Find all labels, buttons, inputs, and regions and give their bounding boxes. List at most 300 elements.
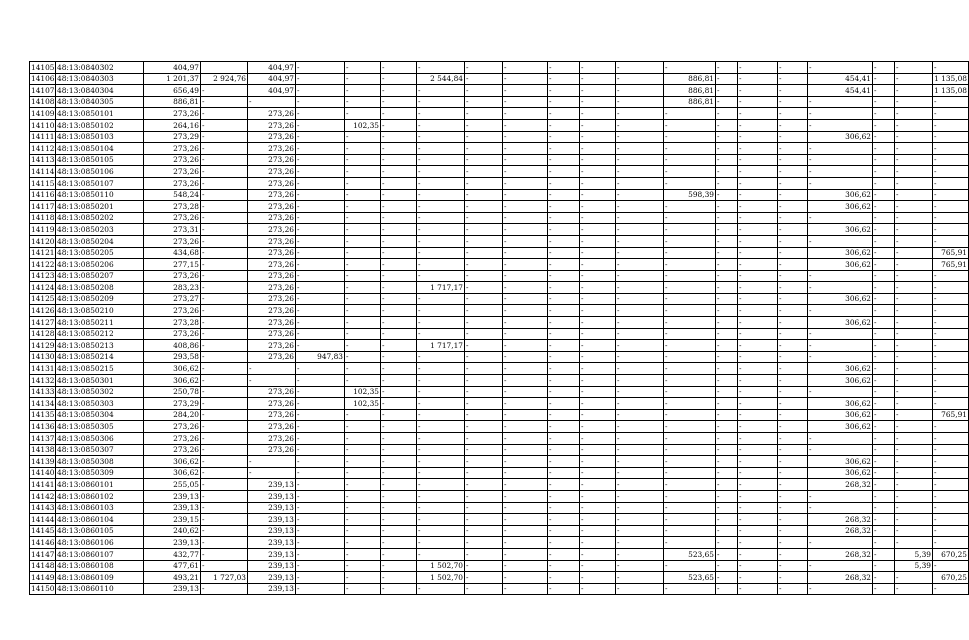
- value-cell: -: [503, 525, 548, 537]
- value-cell: -: [381, 293, 417, 305]
- cadastral-number-cell: 48:13:0850207: [56, 270, 144, 282]
- value-cell: -: [716, 560, 738, 572]
- value-cell: -: [873, 572, 895, 584]
- value-cell: -: [580, 456, 616, 468]
- value-cell: -: [548, 409, 580, 421]
- value-cell: -: [664, 293, 716, 305]
- value-cell: -: [580, 108, 616, 120]
- value-cell: -: [548, 467, 580, 479]
- value-cell: -: [895, 293, 933, 305]
- value-cell: -: [933, 340, 969, 352]
- data-table-container: [29, 61, 967, 595]
- value-cell: -: [778, 177, 808, 189]
- value-cell: -: [296, 212, 345, 224]
- value-cell: -: [738, 247, 778, 259]
- value-cell: 273,26: [248, 444, 296, 456]
- value-cell: -: [381, 85, 417, 97]
- value-cell: -: [616, 224, 664, 236]
- value-cell: -: [465, 270, 503, 282]
- value-cell: -: [933, 386, 969, 398]
- value-cell: -: [381, 62, 417, 74]
- table-row: [30, 502, 969, 514]
- value-cell: -: [808, 96, 873, 108]
- value-cell: 273,26: [248, 398, 296, 410]
- cadastral-number-cell: 48:13:0850303: [56, 398, 144, 410]
- value-cell: 273,26: [248, 235, 296, 247]
- value-cell: -: [296, 456, 345, 468]
- value-cell: -: [201, 282, 248, 294]
- row-number-cell: 14139: [31, 456, 55, 466]
- row-number-cell: 14146: [31, 537, 55, 547]
- value-cell: 268,32: [808, 548, 873, 560]
- value-cell: 1 502,70: [417, 560, 465, 572]
- value-cell: -: [778, 282, 808, 294]
- value-cell: -: [738, 108, 778, 120]
- value-cell: -: [503, 212, 548, 224]
- value-cell: -: [417, 421, 465, 433]
- value-cell: 255,05: [144, 479, 201, 491]
- value-cell: -: [465, 490, 503, 502]
- value-cell: -: [417, 444, 465, 456]
- value-cell: 404,97: [248, 73, 296, 85]
- value-cell: -: [580, 351, 616, 363]
- value-cell: -: [895, 351, 933, 363]
- value-cell: -: [616, 514, 664, 526]
- value-cell: -: [296, 85, 345, 97]
- value-cell: -: [345, 409, 381, 421]
- value-cell: 598,39: [664, 189, 716, 201]
- value-cell: -: [716, 572, 738, 584]
- value-cell: -: [548, 154, 580, 166]
- value-cell: -: [548, 305, 580, 317]
- value-cell: -: [503, 572, 548, 584]
- value-cell: -: [664, 177, 716, 189]
- value-cell: -: [895, 131, 933, 143]
- value-cell: 273,26: [248, 212, 296, 224]
- value-cell: -: [465, 340, 503, 352]
- value-cell: -: [548, 548, 580, 560]
- value-cell: 273,28: [144, 201, 201, 213]
- value-cell: -: [778, 398, 808, 410]
- cadastral-number-cell: 48:13:0860104: [56, 514, 144, 526]
- value-cell: -: [548, 166, 580, 178]
- value-cell: -: [616, 328, 664, 340]
- value-cell: 239,13: [248, 572, 296, 584]
- value-cell: -: [296, 421, 345, 433]
- value-cell: -: [417, 583, 465, 595]
- value-cell: -: [808, 212, 873, 224]
- value-cell: -: [580, 375, 616, 387]
- value-cell: -: [296, 444, 345, 456]
- value-cell: -: [548, 96, 580, 108]
- value-cell: -: [895, 247, 933, 259]
- value-cell: 670,25: [933, 548, 969, 560]
- value-cell: 273,26: [248, 293, 296, 305]
- value-cell: -: [345, 177, 381, 189]
- value-cell: -: [873, 525, 895, 537]
- cadastral-number-cell: 48:13:0840302: [56, 62, 144, 74]
- value-cell: 273,26: [248, 351, 296, 363]
- value-cell: -: [201, 375, 248, 387]
- cadastral-number-cell: 48:13:0850307: [56, 444, 144, 456]
- value-cell: -: [381, 259, 417, 271]
- value-cell: -: [873, 270, 895, 282]
- value-cell: -: [778, 189, 808, 201]
- value-cell: 239,13: [248, 502, 296, 514]
- value-cell: -: [381, 583, 417, 595]
- value-cell: -: [580, 409, 616, 421]
- value-cell: -: [716, 62, 738, 74]
- value-cell: -: [738, 201, 778, 213]
- value-cell: -: [933, 444, 969, 456]
- value-cell: -: [345, 433, 381, 445]
- table-row: [30, 224, 969, 236]
- value-cell: -: [465, 131, 503, 143]
- value-cell: -: [895, 85, 933, 97]
- value-cell: -: [808, 305, 873, 317]
- value-cell: -: [381, 456, 417, 468]
- value-cell: -: [616, 467, 664, 479]
- value-cell: -: [417, 131, 465, 143]
- value-cell: -: [503, 340, 548, 352]
- value-cell: -: [873, 235, 895, 247]
- value-cell: -: [465, 467, 503, 479]
- table-row: [30, 421, 969, 433]
- value-cell: -: [548, 293, 580, 305]
- value-cell: -: [738, 282, 778, 294]
- value-cell: -: [808, 490, 873, 502]
- value-cell: -: [808, 143, 873, 155]
- cadastral-number-cell: 48:13:0850206: [56, 259, 144, 271]
- value-cell: 306,62: [808, 201, 873, 213]
- value-cell: -: [548, 398, 580, 410]
- value-cell: -: [933, 514, 969, 526]
- row-number-cell: 14129: [31, 340, 55, 350]
- value-cell: 886,81: [664, 96, 716, 108]
- value-cell: 273,26: [248, 189, 296, 201]
- value-cell: -: [548, 583, 580, 595]
- row-number-cell: 14118: [31, 213, 55, 223]
- value-cell: -: [738, 166, 778, 178]
- value-cell: 239,13: [248, 479, 296, 491]
- value-cell: 273,26: [248, 131, 296, 143]
- value-cell: -: [778, 490, 808, 502]
- value-cell: -: [738, 317, 778, 329]
- cadastral-number-cell: 48:13:0850102: [56, 119, 144, 131]
- cadastral-number-cell: 48:13:0850304: [56, 409, 144, 421]
- value-cell: -: [873, 62, 895, 74]
- cadastral-number-cell: 48:13:0850309: [56, 467, 144, 479]
- value-cell: -: [465, 224, 503, 236]
- value-cell: 306,62: [808, 247, 873, 259]
- value-cell: -: [201, 548, 248, 560]
- value-cell: -: [895, 479, 933, 491]
- value-cell: -: [296, 119, 345, 131]
- value-cell: -: [778, 525, 808, 537]
- value-cell: 1 727,03: [201, 572, 248, 584]
- value-cell: -: [296, 73, 345, 85]
- value-cell: -: [933, 108, 969, 120]
- value-cell: 102,35: [345, 119, 381, 131]
- value-cell: -: [664, 583, 716, 595]
- value-cell: -: [345, 444, 381, 456]
- value-cell: -: [548, 444, 580, 456]
- value-cell: 250,78: [144, 386, 201, 398]
- value-cell: -: [664, 421, 716, 433]
- table-row: [30, 96, 969, 108]
- value-cell: -: [503, 363, 548, 375]
- value-cell: -: [201, 131, 248, 143]
- value-cell: -: [778, 270, 808, 282]
- value-cell: -: [465, 433, 503, 445]
- value-cell: -: [548, 224, 580, 236]
- value-cell: -: [616, 259, 664, 271]
- cadastral-number-cell: 48:13:0850214: [56, 351, 144, 363]
- value-cell: -: [381, 247, 417, 259]
- value-cell: 268,32: [808, 514, 873, 526]
- table-row: [30, 375, 969, 387]
- value-cell: -: [738, 537, 778, 549]
- value-cell: -: [808, 502, 873, 514]
- value-cell: -: [895, 62, 933, 74]
- value-cell: -: [548, 572, 580, 584]
- value-cell: -: [716, 235, 738, 247]
- row-number-cell: 14137: [31, 433, 55, 443]
- value-cell: -: [716, 189, 738, 201]
- value-cell: -: [201, 537, 248, 549]
- value-cell: -: [580, 514, 616, 526]
- value-cell: -: [616, 317, 664, 329]
- value-cell: -: [616, 73, 664, 85]
- value-cell: 273,26: [248, 270, 296, 282]
- cadastral-number-cell: 48:13:0850101: [56, 108, 144, 120]
- value-cell: -: [716, 351, 738, 363]
- value-cell: -: [296, 108, 345, 120]
- value-cell: -: [580, 201, 616, 213]
- value-cell: -: [345, 293, 381, 305]
- value-cell: -: [873, 375, 895, 387]
- value-cell: -: [738, 270, 778, 282]
- row-number-cell: 14132: [31, 375, 55, 385]
- value-cell: -: [503, 409, 548, 421]
- value-cell: -: [895, 224, 933, 236]
- value-cell: -: [873, 305, 895, 317]
- value-cell: -: [503, 583, 548, 595]
- value-cell: -: [873, 189, 895, 201]
- value-cell: 268,32: [808, 479, 873, 491]
- value-cell: -: [933, 224, 969, 236]
- value-cell: -: [664, 247, 716, 259]
- value-cell: -: [417, 224, 465, 236]
- value-cell: -: [503, 398, 548, 410]
- value-cell: -: [738, 479, 778, 491]
- value-cell: -: [664, 398, 716, 410]
- value-cell: -: [778, 375, 808, 387]
- table-row: [30, 293, 969, 305]
- value-cell: -: [503, 96, 548, 108]
- value-cell: -: [716, 583, 738, 595]
- value-cell: -: [465, 247, 503, 259]
- value-cell: -: [548, 502, 580, 514]
- value-cell: -: [345, 247, 381, 259]
- table-row: [30, 467, 969, 479]
- value-cell: 273,31: [144, 224, 201, 236]
- value-cell: -: [716, 363, 738, 375]
- cadastral-number-cell: 48:13:0850209: [56, 293, 144, 305]
- table-row: [30, 386, 969, 398]
- value-cell: -: [873, 386, 895, 398]
- value-cell: -: [580, 386, 616, 398]
- value-cell: -: [381, 525, 417, 537]
- value-cell: -: [808, 270, 873, 282]
- table-row: [30, 282, 969, 294]
- value-cell: -: [465, 166, 503, 178]
- value-cell: -: [201, 409, 248, 421]
- value-cell: -: [808, 119, 873, 131]
- value-cell: -: [345, 282, 381, 294]
- value-cell: -: [201, 456, 248, 468]
- value-cell: -: [616, 351, 664, 363]
- value-cell: -: [345, 351, 381, 363]
- value-cell: -: [808, 328, 873, 340]
- value-cell: -: [873, 514, 895, 526]
- value-cell: -: [248, 363, 296, 375]
- value-cell: -: [616, 502, 664, 514]
- value-cell: -: [664, 108, 716, 120]
- value-cell: -: [345, 108, 381, 120]
- value-cell: -: [616, 282, 664, 294]
- value-cell: -: [503, 467, 548, 479]
- value-cell: -: [201, 583, 248, 595]
- value-cell: -: [417, 317, 465, 329]
- value-cell: -: [616, 108, 664, 120]
- value-cell: -: [503, 235, 548, 247]
- value-cell: -: [738, 154, 778, 166]
- value-cell: -: [465, 96, 503, 108]
- value-cell: -: [664, 340, 716, 352]
- value-cell: -: [895, 433, 933, 445]
- value-cell: -: [248, 375, 296, 387]
- value-cell: -: [616, 409, 664, 421]
- value-cell: -: [895, 467, 933, 479]
- value-cell: -: [716, 317, 738, 329]
- value-cell: -: [778, 224, 808, 236]
- value-cell: -: [933, 560, 969, 572]
- value-cell: -: [778, 421, 808, 433]
- value-cell: -: [873, 363, 895, 375]
- value-cell: -: [738, 467, 778, 479]
- value-cell: -: [548, 259, 580, 271]
- value-cell: -: [664, 490, 716, 502]
- value-cell: -: [716, 119, 738, 131]
- value-cell: -: [873, 143, 895, 155]
- cadastral-number-cell: 48:13:0850301: [56, 375, 144, 387]
- value-cell: -: [616, 212, 664, 224]
- row-number-cell: 14119: [31, 224, 55, 234]
- value-cell: 102,35: [345, 386, 381, 398]
- value-cell: 273,26: [248, 247, 296, 259]
- value-cell: -: [873, 259, 895, 271]
- value-cell: -: [895, 212, 933, 224]
- value-cell: 284,20: [144, 409, 201, 421]
- value-cell: -: [465, 235, 503, 247]
- value-cell: -: [933, 328, 969, 340]
- row-number-cell: 14124: [31, 282, 55, 292]
- value-cell: -: [580, 282, 616, 294]
- cadastral-number-cell: 48:13:0860105: [56, 525, 144, 537]
- value-cell: -: [616, 421, 664, 433]
- value-cell: -: [738, 73, 778, 85]
- value-cell: -: [616, 201, 664, 213]
- value-cell: 239,13: [248, 537, 296, 549]
- value-cell: -: [345, 270, 381, 282]
- value-cell: -: [616, 537, 664, 549]
- value-cell: -: [201, 108, 248, 120]
- value-cell: -: [933, 212, 969, 224]
- table-row: [30, 548, 969, 560]
- value-cell: -: [616, 189, 664, 201]
- value-cell: -: [381, 73, 417, 85]
- value-cell: -: [716, 514, 738, 526]
- value-cell: -: [616, 479, 664, 491]
- value-cell: -: [548, 85, 580, 97]
- table-row: [30, 456, 969, 468]
- value-cell: -: [873, 490, 895, 502]
- value-cell: -: [201, 235, 248, 247]
- value-cell: -: [873, 583, 895, 595]
- value-cell: -: [933, 363, 969, 375]
- value-cell: -: [465, 421, 503, 433]
- value-cell: -: [895, 166, 933, 178]
- table-row: [30, 351, 969, 363]
- row-number-cell: 14109: [31, 108, 55, 118]
- value-cell: 1 717,17: [417, 282, 465, 294]
- value-cell: -: [778, 247, 808, 259]
- value-cell: -: [664, 212, 716, 224]
- value-cell: -: [933, 398, 969, 410]
- row-number-cell: 14128: [31, 329, 55, 339]
- value-cell: 306,62: [808, 189, 873, 201]
- value-cell: -: [933, 96, 969, 108]
- value-cell: -: [778, 340, 808, 352]
- value-cell: -: [345, 62, 381, 74]
- value-cell: -: [503, 189, 548, 201]
- value-cell: 765,91: [933, 409, 969, 421]
- value-cell: -: [616, 456, 664, 468]
- value-cell: -: [296, 398, 345, 410]
- cadastral-number-cell: 48:13:0850306: [56, 433, 144, 445]
- value-cell: -: [201, 479, 248, 491]
- row-number-cell: 14110: [31, 120, 55, 130]
- value-cell: -: [933, 282, 969, 294]
- value-cell: -: [664, 131, 716, 143]
- value-cell: -: [296, 166, 345, 178]
- value-cell: -: [738, 421, 778, 433]
- value-cell: -: [895, 154, 933, 166]
- value-cell: -: [873, 224, 895, 236]
- row-number-cell: 14131: [31, 364, 55, 374]
- value-cell: -: [738, 293, 778, 305]
- value-cell: -: [548, 282, 580, 294]
- value-cell: -: [296, 386, 345, 398]
- value-cell: -: [465, 409, 503, 421]
- value-cell: 102,35: [345, 398, 381, 410]
- value-cell: -: [381, 363, 417, 375]
- value-cell: -: [778, 548, 808, 560]
- value-cell: -: [895, 421, 933, 433]
- value-cell: -: [465, 317, 503, 329]
- value-cell: 239,13: [248, 525, 296, 537]
